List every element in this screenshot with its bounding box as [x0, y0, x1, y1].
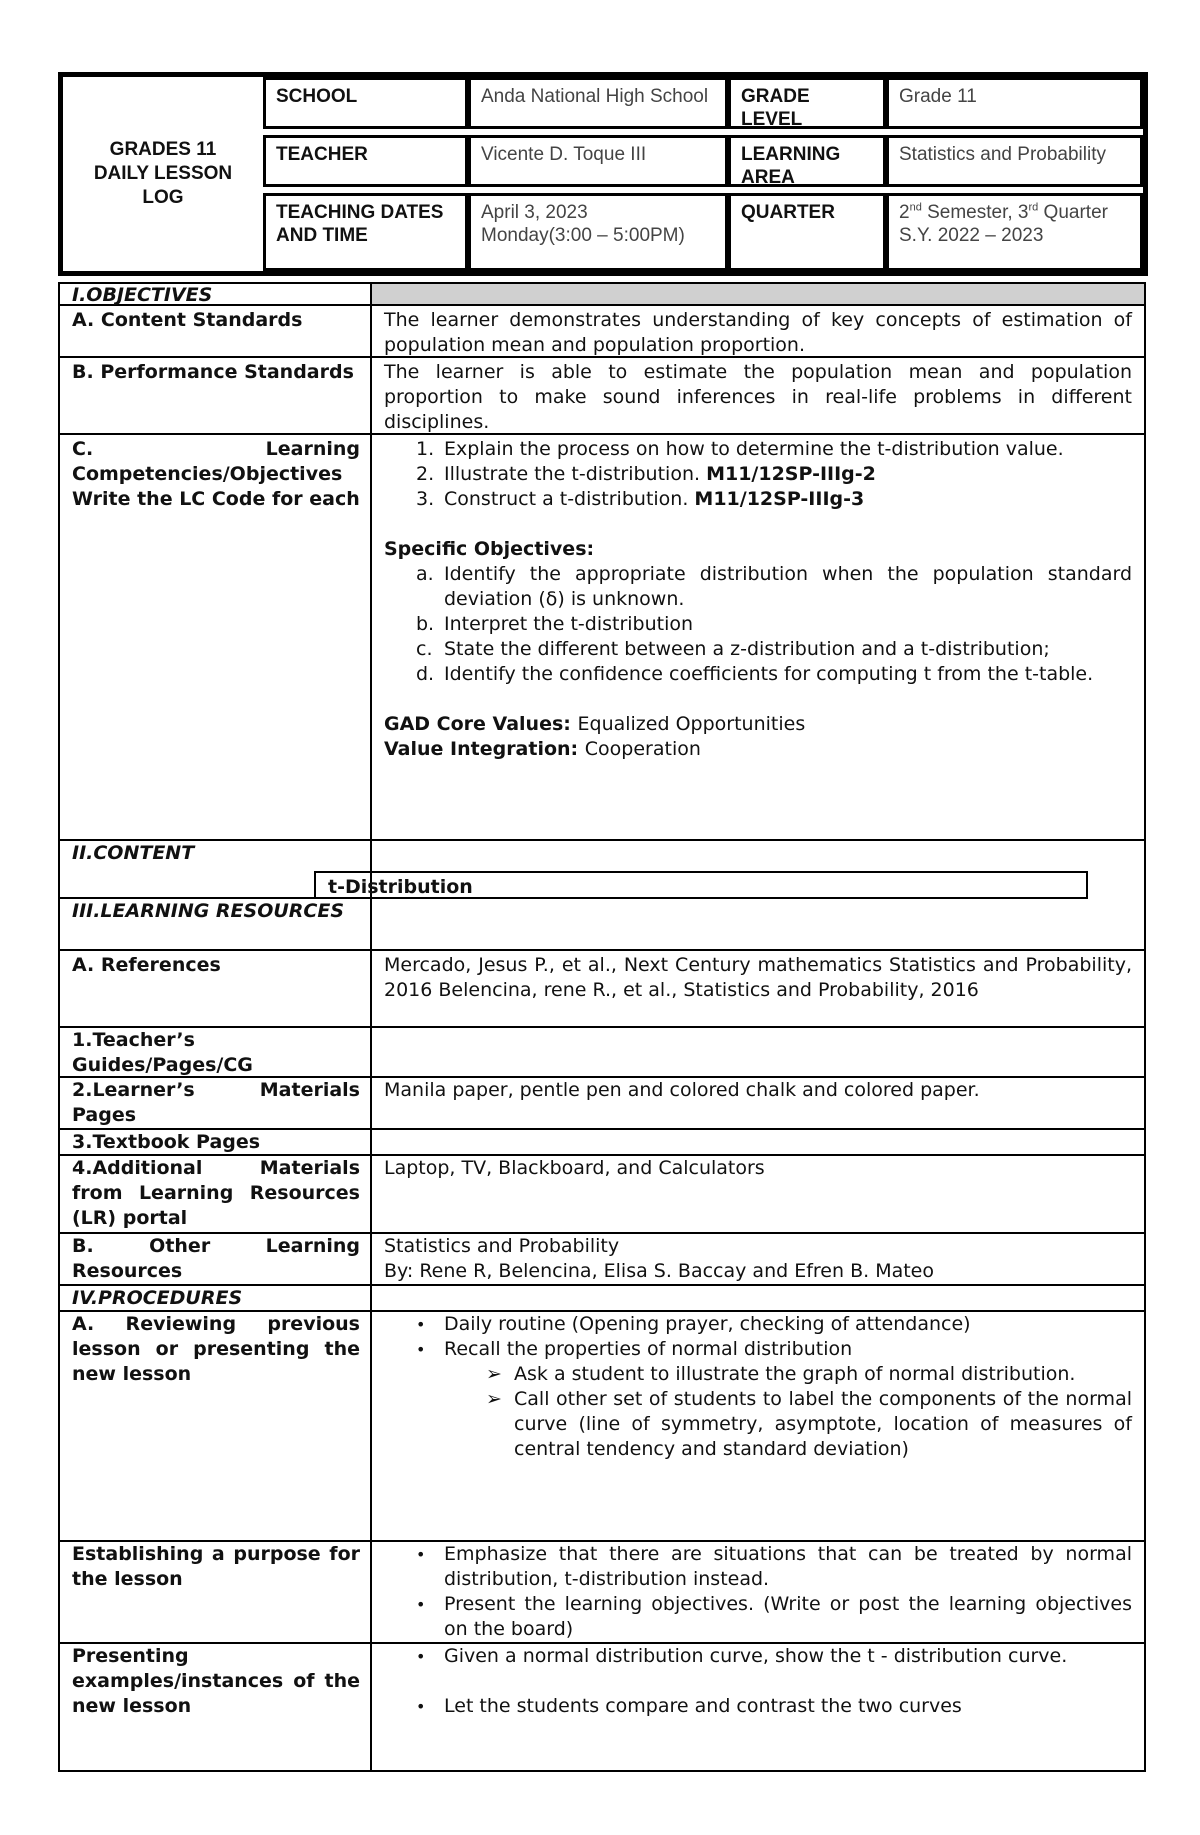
- learners-materials-text: Manila paper, pentle pen and colored chalk and colored paper.: [372, 1078, 1146, 1130]
- list-item: • Emphasize that there are situations that can be treated by normal distribution, t-distribution instead.: [416, 1543, 1132, 1590]
- list-item: ➢ Call other set of students to label the components of the normal curve (line of symmetry, asymptote, location of measures of central tendency and standard deviation): [486, 1388, 1132, 1460]
- procedures-heading-row: [58, 1286, 1146, 1312]
- resources-blank-cell: [372, 899, 1146, 951]
- procedure-a-list: [384, 1312, 1132, 1362]
- procedure-b-content: [372, 1542, 1146, 1644]
- list-item: a. Identify the appropriate distribution when the population standard deviation (δ) is unknown.: [416, 563, 1132, 610]
- value-integration: Value Integration: Cooperation: [384, 738, 701, 760]
- school-value-cell: [468, 77, 728, 129]
- teaching-date: April 3, 2023: [481, 202, 588, 223]
- objectives-heading-shade: [372, 282, 1146, 306]
- grade-value-cell: [886, 77, 1143, 129]
- grade-level-value: Grade 11: [899, 86, 977, 107]
- references-label: A. References: [58, 951, 372, 1028]
- list-item: c. State the different between a z-distribution and a t-distribution;: [416, 638, 1050, 660]
- competencies-list: [384, 437, 1132, 512]
- procedure-a-sublist: [384, 1362, 1132, 1462]
- school-value: Anda National High School: [481, 86, 709, 107]
- quarter-value-cell: [886, 193, 1143, 271]
- procedure-a-content: [372, 1312, 1146, 1542]
- list-item: ➢ Ask a student to illustrate the graph of normal distribution.: [486, 1363, 1076, 1385]
- lc-code: M11/12SP-IIIg-2: [706, 463, 876, 485]
- learning-area-label: LEARNING AREA: [741, 144, 841, 187]
- teachers-guide-row: [58, 1028, 1146, 1078]
- header-title-cell: [63, 77, 263, 271]
- other-resources-text: Statistics and Probability By: Rene R, Belencina, Elisa S. Baccay and Efren B. Mateo: [372, 1234, 1146, 1286]
- objectives-heading-row: [58, 282, 1146, 306]
- content-standards-row: [58, 306, 1146, 358]
- textbook-row: [58, 1130, 1146, 1156]
- gad-core-values: GAD Core Values: Equalized Opportunities: [384, 713, 806, 735]
- procedure-b-list: [384, 1542, 1132, 1642]
- teacher-value-cell: [468, 135, 728, 187]
- teaching-dates-label: TEACHING DATES AND TIME: [276, 202, 444, 246]
- procedure-b-label: Establishing a purpose for the lesson: [58, 1542, 372, 1644]
- teaching-time: Monday(3:00 – 5:00PM): [481, 225, 685, 246]
- list-item: • Present the learning objectives. (Write or post the learning objectives on the board): [416, 1593, 1132, 1640]
- lc-code-label: Write the LC Code for each: [72, 488, 360, 510]
- specific-objectives-label: Specific Objectives:: [384, 538, 595, 560]
- performance-standards-text: The learner is able to estimate the population mean and population proportion to make sound inferences in real-life problems in different disciplines.: [372, 358, 1146, 435]
- performance-standards-row: [58, 358, 1146, 435]
- other-resources-label: B. Other Learning Resources: [58, 1234, 372, 1286]
- list-item: b. Interpret the t-distribution: [416, 613, 694, 635]
- learners-materials-label: 2.Learner’s Materials Pages: [58, 1078, 372, 1130]
- additional-materials-label: 4.Additional Materials from Learning Resources (LR) portal: [58, 1156, 372, 1234]
- textbook-text: [372, 1130, 1146, 1156]
- dll-title: GRADES 11 DAILY LESSON LOG: [93, 139, 233, 208]
- school-label: SCHOOL: [276, 86, 358, 107]
- objectives-heading: I.OBJECTIVES: [58, 282, 372, 306]
- learning-area-value: Statistics and Probability: [899, 144, 1106, 165]
- procedure-c-row: [58, 1644, 1146, 1772]
- specific-objectives-list: [384, 562, 1132, 687]
- area-value-cell: [886, 135, 1143, 187]
- dates-label-cell: [263, 193, 468, 271]
- list-item: • Recall the properties of normal distribution: [416, 1338, 853, 1360]
- content-topic: t-Distribution: [314, 871, 1088, 899]
- performance-standards-label: B. Performance Standards: [58, 358, 372, 435]
- procedure-a-row: [58, 1312, 1146, 1542]
- procedure-c-list: [384, 1644, 1132, 1719]
- other-resources-row: [58, 1234, 1146, 1286]
- references-row: [58, 951, 1146, 1028]
- grade-label-cell: [728, 77, 886, 129]
- procedure-a-label: A. Reviewing previous lesson or presenting the new lesson: [58, 1312, 372, 1542]
- additional-materials-row: [58, 1156, 1146, 1234]
- teacher-label-cell: [263, 135, 468, 187]
- list-item: • Given a normal distribution curve, show the t - distribution curve.: [416, 1645, 1068, 1667]
- competencies-content: [372, 435, 1146, 841]
- teachers-guide-text: [372, 1028, 1146, 1078]
- resources-heading-row: [58, 899, 1146, 951]
- list-item: 2. Illustrate the t-distribution. M11/12SP-IIIg-2: [416, 463, 876, 485]
- teacher-label: TEACHER: [276, 144, 368, 165]
- list-item: • Let the students compare and contrast the two curves: [416, 1695, 962, 1717]
- procedure-c-content: [372, 1644, 1146, 1772]
- school-label-cell: [263, 77, 468, 129]
- competencies-row: [58, 435, 1146, 841]
- competencies-label: C. Learning Competencies/Objectives: [72, 438, 360, 485]
- procedure-c-label: Presenting examples/instances of the new lesson: [58, 1644, 372, 1772]
- procedure-b-row: [58, 1542, 1146, 1644]
- quarter-label-cell: [728, 193, 886, 271]
- area-label-cell: [728, 135, 886, 187]
- textbook-label: 3.Textbook Pages: [58, 1130, 372, 1156]
- header-table: [58, 72, 1148, 276]
- list-item: 3. Construct a t-distribution. M11/12SP-IIIg-3: [416, 488, 865, 510]
- quarter-label: QUARTER: [741, 202, 835, 223]
- list-item: 1. Explain the process on how to determine the t-distribution value.: [416, 438, 1064, 460]
- procedures-blank-cell: [372, 1286, 1146, 1312]
- lc-code: M11/12SP-IIIg-3: [694, 488, 865, 510]
- list-item: d. Identify the confidence coefficients for computing t from the t-table.: [416, 663, 1094, 685]
- teachers-guide-label: 1.Teacher’s Guides/Pages/CG: [58, 1028, 372, 1078]
- competencies-label-cell: [58, 435, 372, 841]
- content-heading: II.CONTENT: [58, 841, 372, 899]
- references-text: Mercado, Jesus P., et al., Next Century mathematics Statistics and Probability, 2016 Belencina, rene R., et al., Statistics and Probability, 2016: [372, 951, 1146, 1028]
- resources-heading: III.LEARNING RESOURCES: [58, 899, 372, 951]
- content-standards-text: The learner demonstrates understanding of key concepts of estimation of population mean and population proportion.: [372, 306, 1146, 358]
- content-standards-label: A. Content Standards: [58, 306, 372, 358]
- learners-materials-row: [58, 1078, 1146, 1130]
- procedures-heading: IV.PROCEDURES: [58, 1286, 372, 1312]
- quarter-value: 2nd Semester, 3rd Quarter S.Y. 2022 – 2023: [899, 201, 1108, 246]
- list-item: • Daily routine (Opening prayer, checking of attendance): [416, 1313, 971, 1335]
- teacher-value: Vicente D. Toque III: [481, 144, 647, 165]
- additional-materials-text: Laptop, TV, Blackboard, and Calculators: [372, 1156, 1146, 1234]
- grade-level-label: GRADE LEVEL: [741, 86, 810, 129]
- dates-value-cell: [468, 193, 728, 271]
